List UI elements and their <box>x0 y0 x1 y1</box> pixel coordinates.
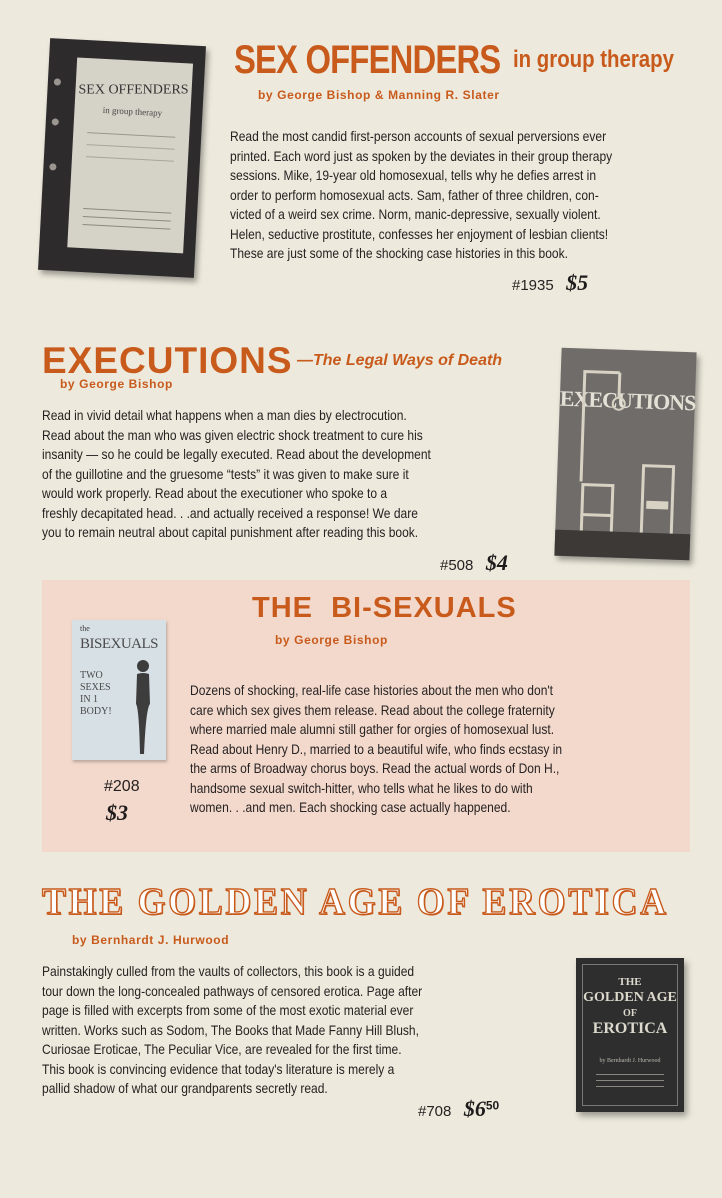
cover-title: EXECUTIONS <box>559 385 696 416</box>
book-description: Read the most candid first-person accounts of sexual perversions ever printed. Each word just as spoken by the deviates in their group therapy sessions. Mike, 19-year old homosexual, tells why he defies arrest in order to perform homosexual acts. Sam, father of three children, con- victed of a weird sex crime. Norm, manic-depressive, sexually violent. Helen, seductive prostitute, confesses her enjoyment of lesbian clients! These are just some of the shocking case histories in this book. <box>230 128 613 261</box>
cover-title-line-3: OF <box>623 1008 637 1019</box>
cover-kicker: the <box>80 624 90 633</box>
guillotine-icon <box>631 460 684 542</box>
catalog-number: #1935 <box>512 277 554 294</box>
price: $6 <box>463 1096 486 1121</box>
book-byline: by George Bishop <box>275 633 388 647</box>
book-cover-executions <box>554 348 696 561</box>
price: $4 <box>485 550 508 575</box>
gallows-icon <box>571 366 635 488</box>
book-cover-golden-age <box>576 958 684 1112</box>
price-line <box>512 270 588 296</box>
book-cover-sex-offenders <box>38 38 206 278</box>
binder-rings <box>44 38 66 270</box>
book-title: THE GOLDEN AGE OF EROTICA <box>42 881 669 923</box>
book-cover-bisexuals <box>72 620 166 760</box>
cover-title: SEX OFFENDERS <box>78 82 189 98</box>
cover-author: by Bernhardt J. Hurwood <box>599 1058 661 1064</box>
price-line <box>440 550 508 576</box>
book-subtitle: —The Legal Ways of Death <box>297 352 503 369</box>
catalog-number: #208 <box>104 778 140 795</box>
price: $5 <box>566 270 589 295</box>
book-title-line <box>42 340 502 382</box>
book-byline: by George Bishop & Manning R. Slater <box>258 88 500 102</box>
book-description: Painstakingly culled from the vaults of collectors, this book is a guided tour down the long-concealed pathways of censored erotica. Page after page is filled with excerpts from some of the most exotic material ever written. Works such as Sodom, The Books that Made Fanny Hill Blush, Curiosae Eroticae, The Peculiar Vice, are revealed for the first time. This book is convincing evidence that today's literature is merely a pallid shadow of what our grandparents secretly read. <box>42 963 423 1096</box>
cover-title-line-2: GOLDEN AGE <box>583 990 677 1005</box>
book-description: Dozens of shocking, real-life case histories about the men who don't care which sex gives them release. Read about the college fraternity where married male alumni still gather for orgies of homosexual lust. Read about Henry D., married to a beautiful wife, who finds ecstasy in the arms of Broadway chorus boys. Read the actual words of Don H., handsome sexual switch-hitter, who tells what he likes to do with women. . .and men. Each shocking case actually happened. <box>190 682 563 815</box>
price: $3 <box>106 800 128 825</box>
price-line <box>418 1096 499 1122</box>
book-byline: by George Bishop <box>60 377 173 391</box>
book-subtitle: in group therapy <box>513 46 675 73</box>
price-cents: 50 <box>485 1098 500 1113</box>
cover-title-line-1: THE <box>618 976 642 988</box>
book-title-line <box>234 38 703 83</box>
cover-title-line-4: EROTICA <box>592 1020 668 1037</box>
catalog-number: #708 <box>418 1103 452 1120</box>
book-title: SEX OFFENDERS <box>234 38 501 82</box>
book-byline: by Bernhardt J. Hurwood <box>72 933 230 947</box>
cover-subtitle: in group therapy <box>102 104 163 119</box>
book-title: EXECUTIONS <box>42 340 293 381</box>
cover-title: BISEXUALS <box>79 636 158 652</box>
book-description: Read in vivid detail what happens when a man dies by electrocution. Read about the man who was given electric shock treatment to cure his insanity — so he could be legally executed. Read about the development of the guillotine and the gruesome “tests” it was given to make sure it would work properly. Read about the executioner who spoke to a freshly decapitated head. . .and actually received a response! We dare you to remain neutral about capital punishment after reading this book. <box>42 407 431 540</box>
catalog-number: #508 <box>440 557 474 574</box>
cover-tagline: TWO SEXES IN 1 BODY! <box>80 670 112 717</box>
section-bi-sexuals <box>42 580 690 852</box>
figure-silhouette-icon <box>128 656 158 756</box>
book-title: THE BI-SEXUALS <box>252 592 517 624</box>
